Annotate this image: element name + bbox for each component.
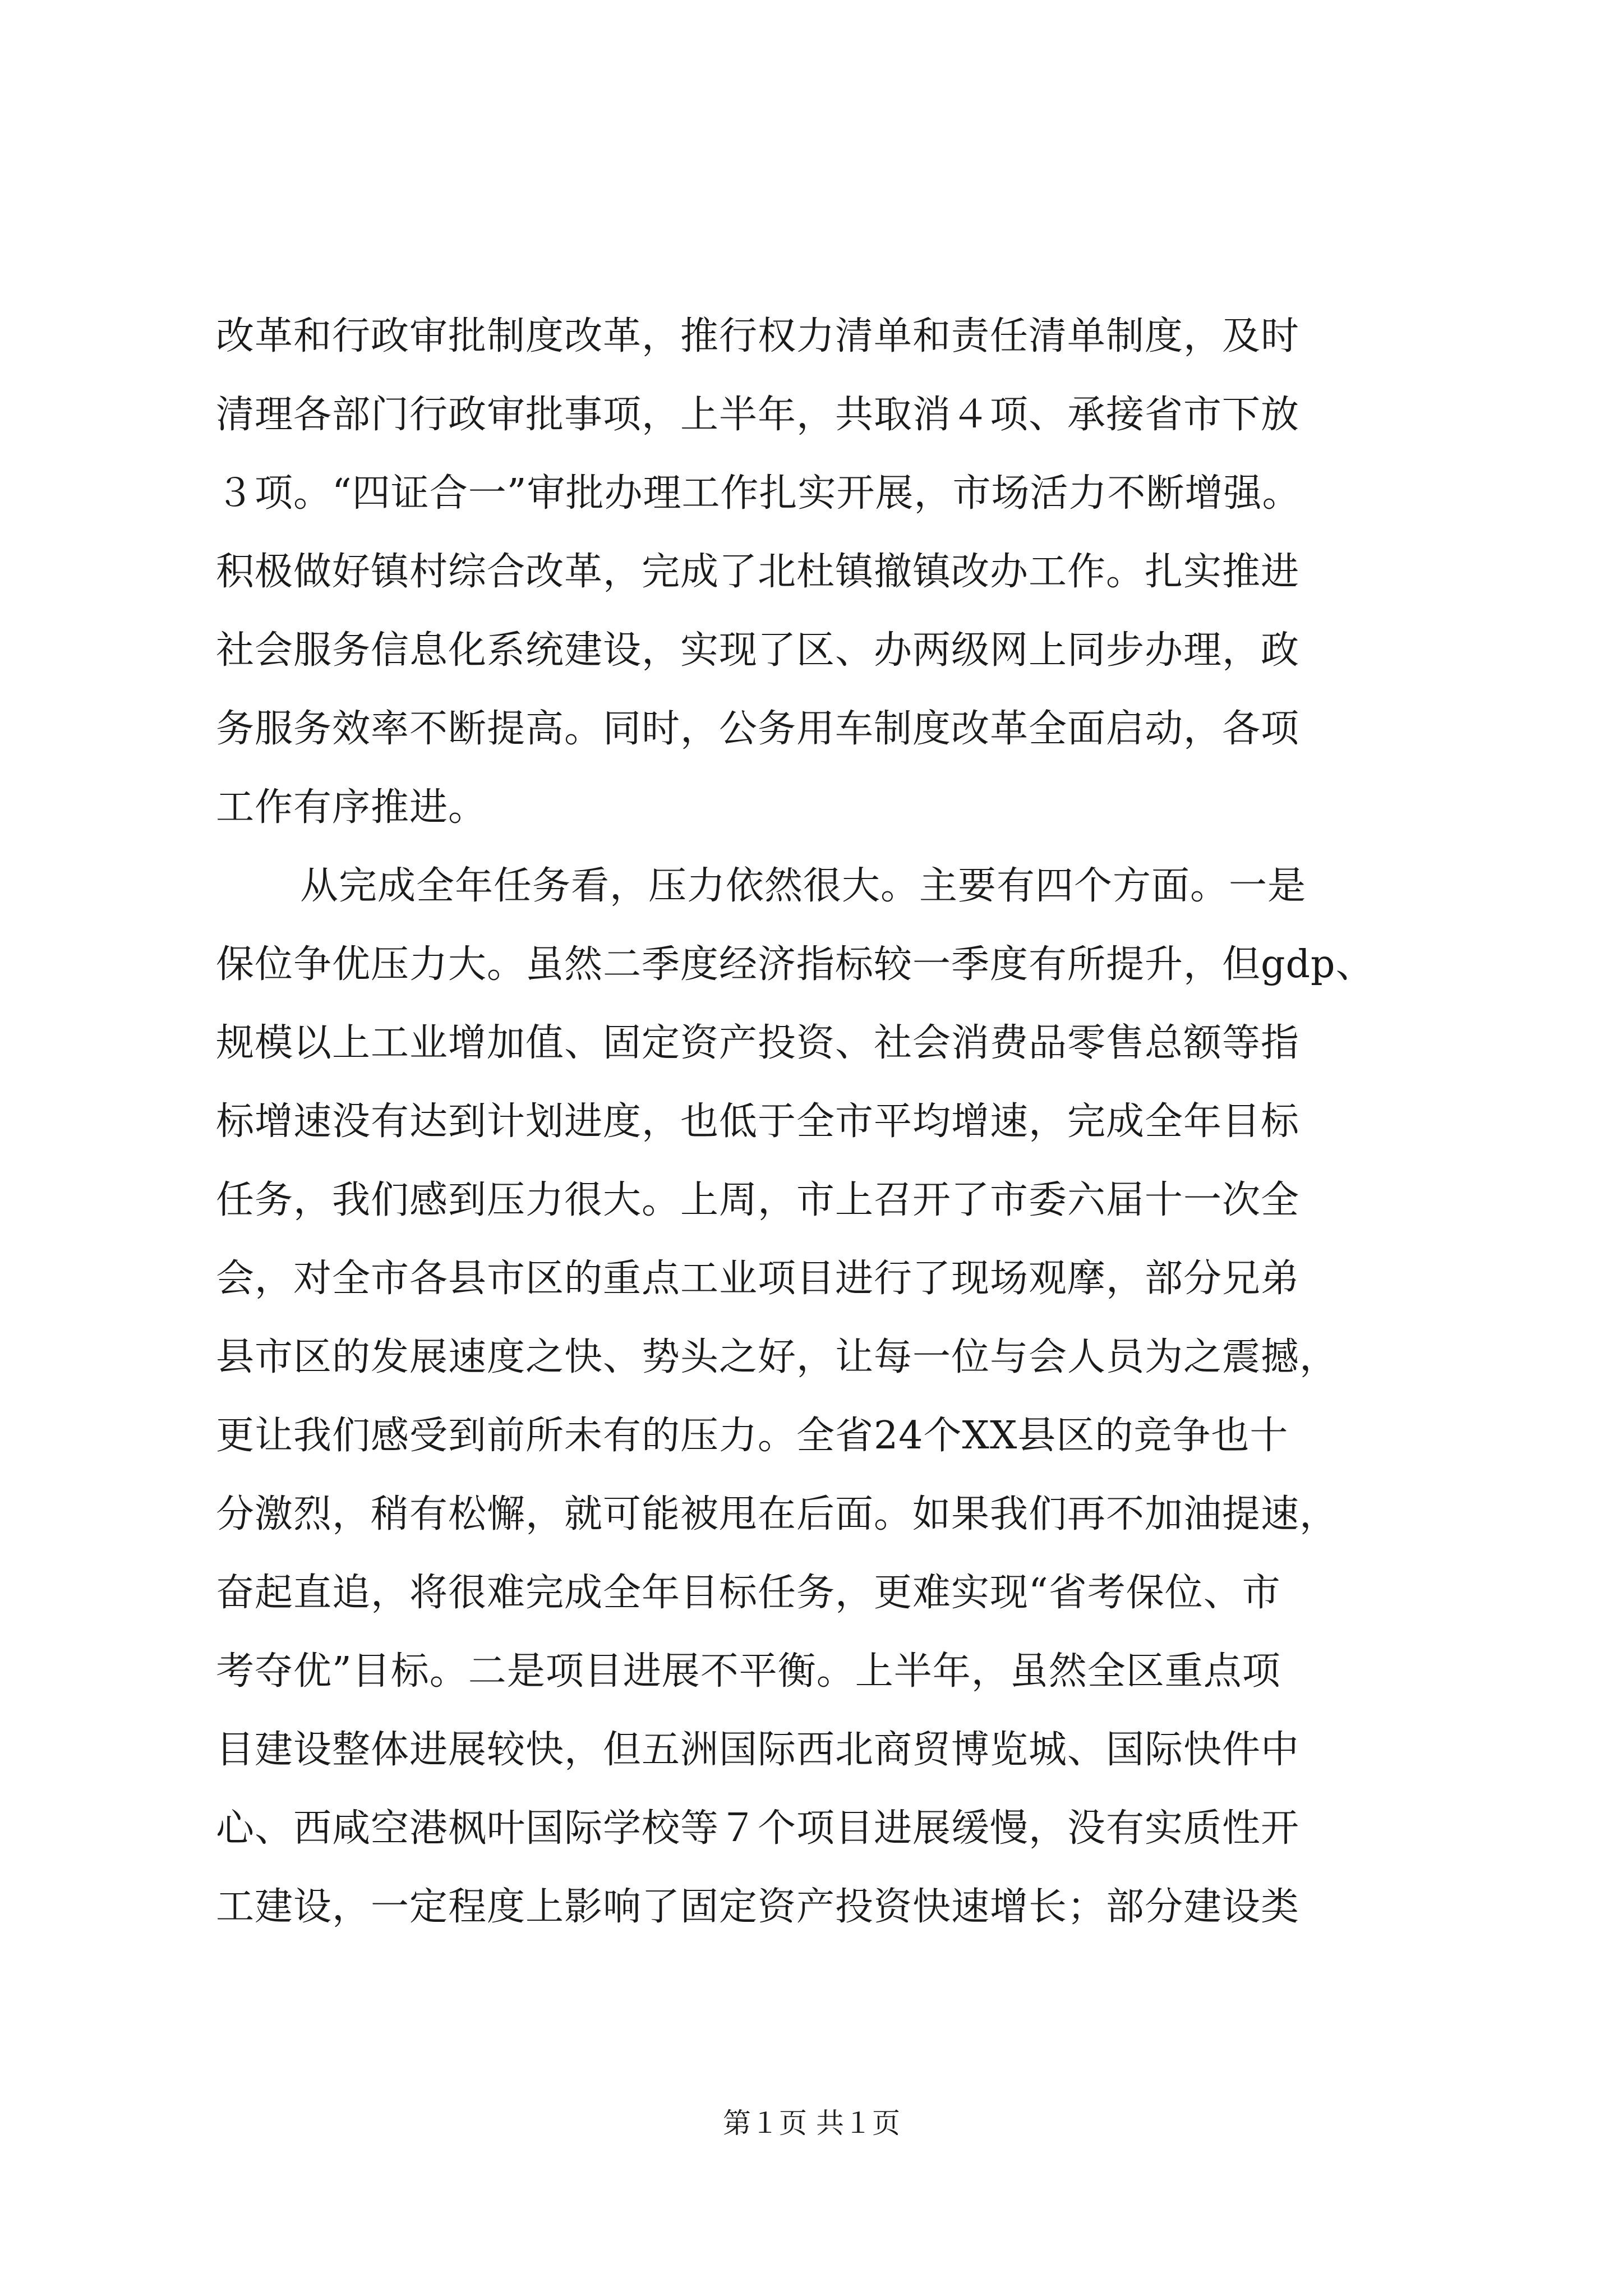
text-line: 清理各部门行政审批事项，上半年，共取消４项、承接省市下放 xyxy=(216,393,1300,437)
text-line: 保位争优压力大。虽然二季度经济指标较一季度有所提升，但gdp、 xyxy=(216,942,1375,987)
text-line: 心、西咸空港枫叶国际学校等７个项目进展缓慢，没有实质性开 xyxy=(216,1806,1300,1851)
text-line: 改革和行政审批制度改革，推行权力清单和责任清单制度，及时 xyxy=(216,314,1300,358)
text-line: 工作有序推进。 xyxy=(216,785,487,830)
text-line: 工建设，一定程度上影响了固定资产投资快速增长；部分建设类 xyxy=(216,1885,1300,1929)
text-line: 分激烈，稍有松懈，就可能被甩在后面。如果我们再不加油提速， xyxy=(216,1492,1339,1536)
text-line: 奋起直追，将很难完成全年目标任务，更难实现“省考保位、市 xyxy=(216,1571,1281,1615)
page-footer xyxy=(0,2106,1623,2140)
page-number-label: 第１页 共１页 xyxy=(723,2107,900,2139)
text-line: 务服务效率不断提高。同时，公务用车制度改革全面启动，各项 xyxy=(216,707,1300,751)
text-line: 更让我们感受到前所未有的压力。全省24个XX县区的竞争也十 xyxy=(216,1414,1289,1458)
text-line: 县市区的发展速度之快、势头之好，让每一位与会人员为之震撼， xyxy=(216,1335,1339,1379)
text-line: 规模以上工业增加值、固定资产投资、社会消费品零售总额等指 xyxy=(216,1021,1300,1065)
text-line: 积极做好镇村综合改革，完成了北杜镇撤镇改办工作。扎实推进 xyxy=(216,550,1300,594)
text-line: 社会服务信息化系统建设，实现了区、办两级网上同步办理，政 xyxy=(216,628,1300,673)
text-line: 任务，我们感到压力很大。上周，市上召开了市委六届十一次全 xyxy=(216,1178,1300,1222)
paragraph-start-line: 从完成全年任务看，压力依然很大。主要有四个方面。一是 xyxy=(300,864,1307,908)
text-line: ３项。“四证合一”审批办理工作扎实开展，市场活力不断增强。 xyxy=(216,471,1301,516)
text-line: 标增速没有达到计划进度，也低于全市平均增速，完成全年目标 xyxy=(216,1099,1300,1144)
text-line: 会，对全市各县市区的重点工业项目进行了现场观摩，部分兄弟 xyxy=(216,1257,1300,1301)
document-body xyxy=(216,297,1416,1947)
text-line: 考夺优”目标。二是项目进展不平衡。上半年，虽然全区重点项 xyxy=(216,1649,1281,1694)
text-line: 目建设整体进展较快，但五洲国际西北商贸博览城、国际快件中 xyxy=(216,1728,1300,1772)
